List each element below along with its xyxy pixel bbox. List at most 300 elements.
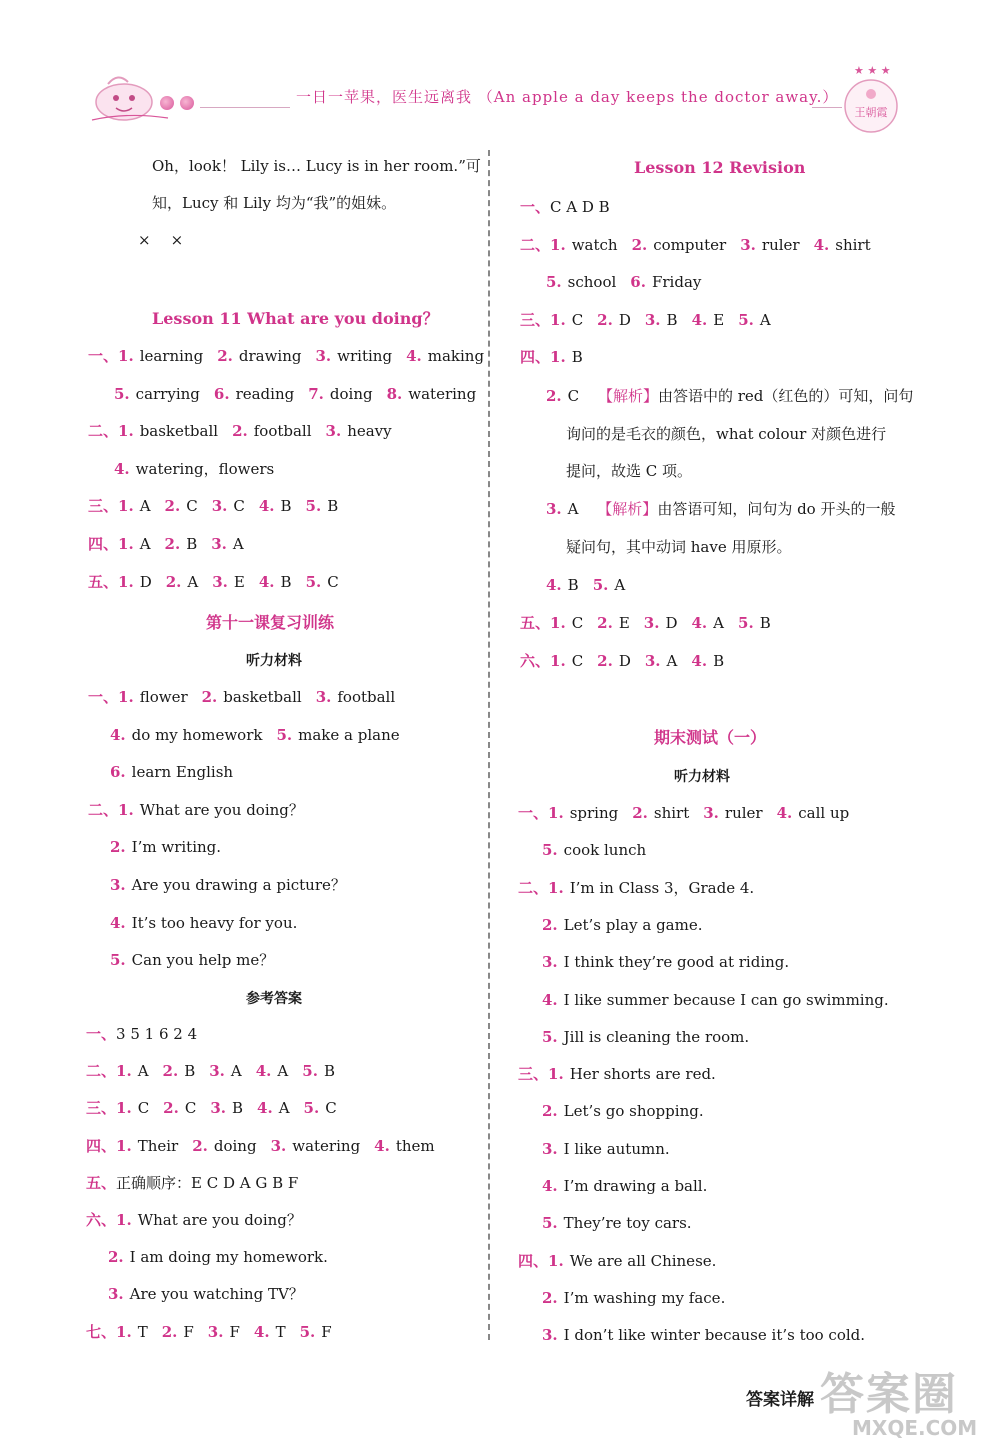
answer-row <box>110 837 221 857</box>
item-number: 4. <box>255 1062 272 1081</box>
item-number: 3. <box>315 688 332 706</box>
item-answer: I think they’re good at riding. <box>563 953 790 972</box>
item-number: 1. <box>548 804 564 822</box>
item-number: 4. <box>542 1177 558 1195</box>
item-number: 5. <box>305 572 322 591</box>
item-number: 5. <box>542 841 558 860</box>
brand-badge-icon <box>826 64 916 138</box>
item-number: 1. <box>548 1251 564 1270</box>
item-number: 3. <box>211 497 228 516</box>
watermark <box>808 1358 993 1448</box>
answer-row <box>542 840 646 860</box>
item-answer: flower <box>139 688 188 706</box>
item-number: 1. <box>116 1099 132 1118</box>
item-number: 3. <box>542 953 558 972</box>
item-number: 2. <box>597 613 613 632</box>
section-mark: 三、 <box>88 497 119 516</box>
item-number: 1. <box>116 1062 132 1081</box>
item-number: 5. <box>738 613 754 632</box>
section-mark: 六、 <box>520 651 551 670</box>
item-answer: C <box>186 497 198 516</box>
answer-row <box>520 651 724 671</box>
item-answer: It’s too heavy for you. <box>131 913 298 932</box>
section-mark: 四、 <box>86 1136 117 1155</box>
item-number: 3. <box>110 876 126 894</box>
item-answer: 3 5 1 6 2 4 <box>116 1025 198 1043</box>
lesson12-heading: Lesson 12 Revision <box>634 158 806 177</box>
item-answer: F <box>229 1322 240 1341</box>
item-answer: Their <box>137 1136 179 1155</box>
item-answer: A <box>713 613 725 632</box>
item-number: 4. <box>253 1322 270 1341</box>
item-answer: football <box>253 422 312 441</box>
item-answer: Friday <box>651 273 702 292</box>
answer-row <box>546 575 625 595</box>
item-answer: A <box>137 1062 149 1081</box>
answer-row <box>88 421 392 441</box>
section-mark: 四、 <box>518 1251 549 1270</box>
item-answer: computer <box>653 235 727 254</box>
answer-row <box>88 346 484 366</box>
item-answer: Can you help me？ <box>131 951 275 970</box>
item-answer: C <box>571 310 584 329</box>
item-number: 1. <box>548 878 564 897</box>
item-number: 5. <box>542 1027 558 1046</box>
header-rule-left <box>200 107 290 108</box>
item-answer: shirt <box>653 804 690 822</box>
item-answer: Let’s play a game. <box>563 915 703 934</box>
item-number: 6. <box>630 273 646 292</box>
item-answer: C <box>184 1099 197 1118</box>
item-number: 2. <box>192 1136 208 1155</box>
answer-row <box>110 762 233 782</box>
section-mark: 三、 <box>518 1065 549 1084</box>
item-answer: basketball <box>139 422 219 441</box>
item-answer: E <box>618 613 630 632</box>
item-number: 4. <box>114 459 130 478</box>
answer-row <box>518 1251 716 1271</box>
item-number: 4. <box>110 913 126 932</box>
item-number: 4. <box>110 725 126 744</box>
answer-row <box>542 1101 704 1121</box>
item-answer: C <box>571 613 584 632</box>
item-answer: C <box>327 572 339 591</box>
item-number: 5. <box>303 1099 320 1118</box>
item-number: 1. <box>550 613 566 632</box>
item-number: 4. <box>542 990 558 1009</box>
item-answer: B <box>713 651 725 670</box>
q2-answer: 2. C 【解析】由答语中的 red（红色的）可知，问句 <box>546 387 914 405</box>
answer-row <box>86 1136 435 1156</box>
q2-explanation-line: 提问，故选 C 项。 <box>566 462 693 480</box>
section-mark: 五、 <box>86 1173 117 1192</box>
item-answer: B <box>280 572 292 591</box>
item-answer: writing <box>337 347 393 365</box>
item-number: 2. <box>597 310 613 329</box>
item-number: 2. <box>542 1288 558 1307</box>
item-answer: drawing <box>238 347 302 365</box>
item-answer: A <box>230 1062 242 1081</box>
item-number: 3. <box>108 1285 124 1304</box>
section-mark: 四、 <box>520 348 551 367</box>
item-answer: spring <box>569 804 619 822</box>
item-number: 1. <box>118 347 134 365</box>
item-number: 2. <box>161 1322 178 1341</box>
page-header <box>0 0 1000 135</box>
item-number: 1. <box>118 688 134 706</box>
item-answer: What are you doing？ <box>137 1211 302 1229</box>
item-number: 1. <box>548 1065 564 1084</box>
item-answer: × <box>170 231 184 249</box>
item-number: 3. <box>542 1139 558 1158</box>
section-mark: 五、 <box>520 613 551 632</box>
item-answer: We are all Chinese. <box>569 1251 717 1270</box>
item-answer: B <box>327 497 339 516</box>
item-answer: A <box>278 1099 290 1118</box>
item-answer: F <box>183 1322 194 1341</box>
item-number: 1. <box>118 535 134 553</box>
item-number: 5. <box>276 725 293 744</box>
item-answer: B <box>184 1062 196 1081</box>
item-number: 4. <box>258 572 275 591</box>
item-answer: ruler <box>761 235 800 254</box>
section-mark: 二、 <box>88 800 119 819</box>
item-answer: watering <box>408 384 477 403</box>
q2-explanation-line: 询问的是毛衣的颜色，what colour 对颜色进行 <box>566 425 887 443</box>
answer-row <box>110 913 297 933</box>
item-answer: cook lunch <box>563 841 647 860</box>
item-answer: do my homework <box>131 725 263 744</box>
section-mark: 三、 <box>86 1099 117 1118</box>
item-answer: C <box>233 497 245 516</box>
final-test-heading: 期末测试（一） <box>654 728 767 747</box>
answer-row <box>542 1288 725 1308</box>
section-mark: 二、 <box>520 235 551 254</box>
item-number: 3. <box>740 235 756 254</box>
item-number: 1. <box>550 235 566 254</box>
item-answer: I am doing my homework. <box>129 1248 328 1267</box>
item-answer: I like autumn. <box>563 1139 670 1158</box>
answer-row <box>542 1213 692 1233</box>
decorative-dot-icon <box>180 96 194 110</box>
svg-text:★ ★ ★: ★ ★ ★ <box>854 64 891 77</box>
item-number: 5. <box>114 384 130 403</box>
answer-row <box>542 1325 865 1345</box>
item-answer: A <box>759 310 771 329</box>
item-number: 5. <box>299 1322 316 1341</box>
item-answer: A <box>666 651 678 670</box>
answer-row <box>88 800 304 820</box>
item-answer: reading <box>235 384 295 403</box>
section-mark: 四、 <box>88 535 119 553</box>
header-motto: 一日一苹果，医生远离我 （An apple a day keeps the doctor away.） <box>296 88 839 106</box>
item-answer: D <box>665 613 678 632</box>
answer-row <box>88 687 395 707</box>
answer-row <box>110 875 346 895</box>
section-mark: 五、 <box>88 572 119 591</box>
item-answer: football <box>337 688 396 706</box>
section-mark: 七、 <box>86 1322 117 1341</box>
answer-row <box>110 950 274 970</box>
answers-heading: 参考答案 <box>246 991 302 1007</box>
answer-row <box>520 613 771 633</box>
item-number: 2. <box>542 1102 558 1121</box>
item-number: 2. <box>110 838 126 857</box>
item-answer: carrying <box>135 384 200 403</box>
item-answer: T <box>137 1322 148 1341</box>
answer-row <box>108 1284 304 1304</box>
item-answer: D <box>618 651 631 670</box>
item-answer: What are you doing？ <box>139 800 304 819</box>
item-number: 3. <box>270 1136 287 1155</box>
item-number: 4. <box>258 497 275 516</box>
item-answer: A <box>139 497 151 516</box>
answer-row <box>86 1024 197 1044</box>
item-number: 3. <box>644 651 661 670</box>
item-answer: watering <box>292 1136 361 1155</box>
answer-row <box>108 1247 328 1267</box>
item-number: 2. <box>108 1248 124 1267</box>
column-divider <box>488 150 490 1340</box>
item-number: 2. <box>201 688 218 706</box>
item-number: 4. <box>776 804 793 822</box>
section-mark: 一、 <box>88 347 119 365</box>
section-mark: 二、 <box>518 878 549 897</box>
answer-row <box>520 347 583 367</box>
item-answer: shirt <box>835 235 871 254</box>
item-answer: Let’s go shopping. <box>563 1102 704 1121</box>
item-answer: B <box>666 310 678 329</box>
lesson11-heading: Lesson 11 What are you doing？ <box>152 309 439 328</box>
answer-row <box>86 1061 335 1081</box>
continuation-answers <box>132 230 183 250</box>
item-number: 1. <box>118 572 134 591</box>
answer-row <box>520 310 771 330</box>
item-answer: I’m drawing a ball. <box>563 1177 708 1195</box>
item-number: 3. <box>210 1099 226 1118</box>
section-mark: 二、 <box>86 1062 117 1081</box>
item-number: 3. <box>212 572 228 591</box>
item-number: 1. <box>550 310 566 329</box>
answer-row <box>518 878 754 898</box>
item-answer: doing <box>329 384 373 403</box>
brand-badge-text: 王朝霞 <box>854 106 888 119</box>
item-number: 6. <box>110 763 126 782</box>
watermark-title: 答案圈 <box>820 1369 958 1420</box>
item-number: 4. <box>691 310 708 329</box>
item-answer: A <box>232 535 244 553</box>
item-number: 4. <box>257 1099 273 1118</box>
item-number: 4. <box>691 613 708 632</box>
item-answer: E <box>233 572 245 591</box>
item-answer: B <box>759 613 771 632</box>
item-number: 5. <box>738 310 754 329</box>
q3-answer: 3. A 【解析】由答语可知，问句为 do 开头的一般 <box>546 500 896 518</box>
item-answer: C <box>137 1099 150 1118</box>
item-number: 2. <box>632 804 648 822</box>
item-answer: doing <box>213 1136 257 1155</box>
item-answer: learning <box>139 347 204 365</box>
item-answer: A <box>187 572 199 591</box>
section-mark: 三、 <box>520 310 551 329</box>
answer-row <box>88 534 244 554</box>
section-mark: 一、 <box>520 198 551 216</box>
item-number: 5. <box>305 497 322 516</box>
final-listening-heading: 听力材料 <box>674 769 730 785</box>
answer-row <box>86 1322 332 1342</box>
item-answer: heavy <box>347 422 392 441</box>
answer-row <box>88 572 339 592</box>
item-answer: B <box>186 535 198 553</box>
item-number: 3. <box>315 347 332 365</box>
item-answer: D <box>618 310 631 329</box>
item-number: 2. <box>164 535 181 553</box>
item-number: 4. <box>813 235 830 254</box>
answer-row <box>88 496 338 516</box>
item-number: 1. <box>116 1211 132 1229</box>
answer-row <box>542 915 702 935</box>
item-answer: They’re toy cars. <box>563 1214 692 1233</box>
item-answer: making <box>427 347 485 365</box>
answer-row <box>518 803 849 823</box>
item-number: 2. <box>597 651 613 670</box>
answer-row <box>86 1173 298 1193</box>
section-mark: 一、 <box>88 688 119 706</box>
section-mark: 一、 <box>518 804 549 822</box>
item-number: 2. <box>162 1062 179 1081</box>
item-number: 2. <box>164 497 181 516</box>
item-answer: T <box>275 1322 286 1341</box>
answer-row <box>542 1176 707 1196</box>
item-answer: × <box>138 231 151 249</box>
item-number: 1. <box>550 651 566 670</box>
item-number: 4. <box>546 576 562 594</box>
item-answer: I’m writing. <box>131 838 222 857</box>
answer-row <box>114 384 476 404</box>
item-answer: basketball <box>223 688 302 706</box>
cartoon-decoration-icon <box>88 68 228 128</box>
item-answer: ruler <box>724 804 763 822</box>
section-mark: 六、 <box>86 1211 117 1229</box>
item-answer: D <box>139 572 152 591</box>
item-answer: F <box>321 1322 332 1341</box>
item-answer: I don’t like winter because it’s too cold. <box>563 1326 866 1345</box>
item-number: 3. <box>209 1062 225 1081</box>
answer-row <box>546 272 701 292</box>
footer-label: 答案详解 <box>746 1390 814 1410</box>
item-answer: watch <box>571 235 618 254</box>
item-answer: watering，flowers <box>135 459 275 478</box>
item-answer: make a plane <box>298 725 400 744</box>
item-answer: Her shorts are red. <box>569 1065 716 1084</box>
item-number: 3. <box>643 613 660 632</box>
item-number: 3. <box>644 310 661 329</box>
item-number: 2. <box>542 915 558 934</box>
item-answer: Are you watching TV？ <box>129 1285 304 1304</box>
item-answer: 正确顺序：E C D A G B F <box>116 1173 299 1192</box>
item-number: 2. <box>165 572 182 591</box>
item-number: 5. <box>592 576 609 594</box>
item-answer: Jill is cleaning the room. <box>563 1027 750 1046</box>
item-answer: I’m in Class 3，Grade 4. <box>569 878 755 897</box>
item-number: 1. <box>118 800 134 819</box>
item-number: 4. <box>374 1136 390 1155</box>
item-number: 1. <box>116 1322 132 1341</box>
answer-row <box>86 1210 302 1230</box>
item-answer: I like summer because I can go swimming. <box>563 990 889 1009</box>
decorative-dot-icon <box>160 96 174 110</box>
item-answer: school <box>567 273 617 292</box>
item-number: 1. <box>116 1136 132 1155</box>
item-answer: A <box>614 576 626 594</box>
item-number: 8. <box>386 384 403 403</box>
item-answer: B <box>280 497 292 516</box>
answer-row <box>110 725 400 745</box>
item-number: 5. <box>546 273 562 292</box>
item-answer: learn English <box>131 763 234 782</box>
answer-row <box>518 1064 716 1084</box>
item-number: 2. <box>232 422 248 441</box>
item-number: 3. <box>211 535 227 553</box>
item-number: 6. <box>213 384 230 403</box>
item-answer: A <box>139 535 151 553</box>
item-number: 4. <box>406 347 422 365</box>
item-number: 3. <box>207 1322 224 1341</box>
item-number: 5. <box>542 1214 558 1233</box>
continuation-line: Oh，look！ Lily is… Lucy is in her room.”可 <box>152 157 481 175</box>
item-answer: B <box>567 576 579 594</box>
review-heading: 第十一课复习训练 <box>206 613 335 632</box>
item-answer: call up <box>798 804 850 822</box>
watermark-url: MXQE.COM <box>852 1416 978 1440</box>
section-mark: 二、 <box>88 422 119 441</box>
answer-row <box>542 952 789 972</box>
continuation-line: 知，Lucy 和 Lily 均为“我”的姐妹。 <box>152 194 397 212</box>
item-answer: Are you drawing a picture？ <box>131 876 346 894</box>
item-answer: B <box>232 1099 244 1118</box>
answer-row <box>542 1027 749 1047</box>
item-number: 2. <box>217 347 233 365</box>
item-answer: C <box>571 651 584 670</box>
answer-row <box>520 235 871 255</box>
item-number: 2. <box>631 235 648 254</box>
item-answer: B <box>571 348 583 367</box>
item-number: 1. <box>118 422 134 441</box>
item-answer: C <box>325 1099 337 1118</box>
item-number: 2. <box>163 1099 179 1118</box>
answer-row <box>542 1139 670 1159</box>
item-answer: I’m washing my face. <box>563 1288 726 1307</box>
item-number: 4. <box>691 651 708 670</box>
item-answer: C A D B <box>550 198 610 216</box>
item-number: 5. <box>302 1062 318 1081</box>
answer-row <box>520 197 610 217</box>
item-number: 3. <box>325 422 342 441</box>
answer-row <box>114 459 274 479</box>
answer-row <box>542 990 889 1010</box>
item-number: 7. <box>308 384 324 403</box>
section-mark: 一、 <box>86 1025 117 1043</box>
item-number: 1. <box>118 497 134 516</box>
answer-row <box>86 1098 337 1118</box>
item-number: 3. <box>703 804 719 822</box>
item-number: 5. <box>110 951 126 970</box>
item-number: 3. <box>542 1326 558 1345</box>
item-answer: A <box>277 1062 289 1081</box>
item-answer: B <box>323 1062 335 1081</box>
item-answer: E <box>713 310 725 329</box>
item-answer: them <box>395 1136 435 1155</box>
